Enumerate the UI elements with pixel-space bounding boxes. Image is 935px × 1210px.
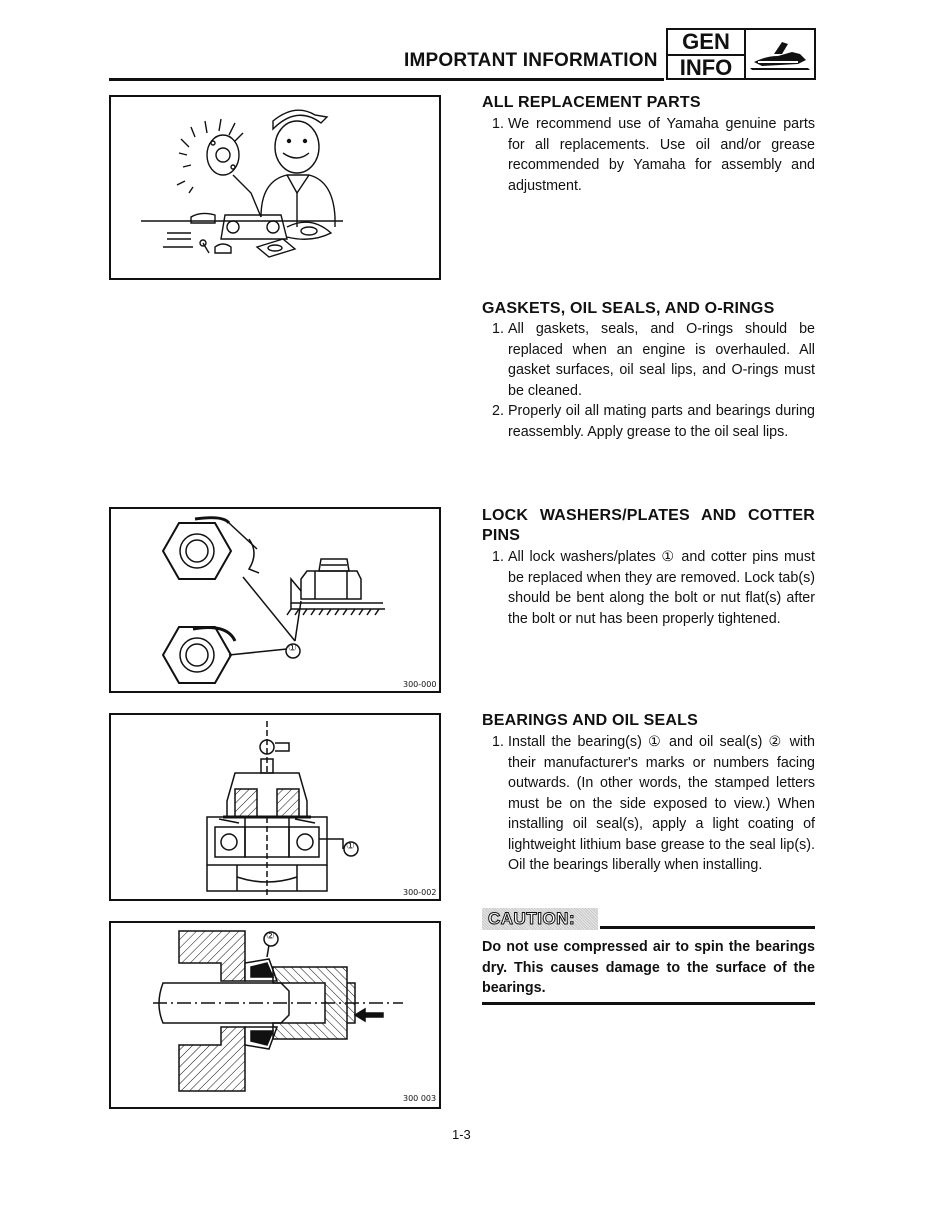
caution-rule [600, 926, 815, 929]
section-heading-gaskets: GASKETS, OIL SEALS, AND O-RINGS [482, 300, 775, 317]
list-text: Install the bearing(s) ① and oil seal(s) ② with their manufacturer's marks or numbers facing outwards. (In other words, the stamped letters must be on the side exposed to view.) When installing oil seal(s), apply a light coating of lightweight lithium base grease to the seal lip(s). Oil the bearings liberally when installing. [508, 734, 815, 873]
figure-bearing-install [109, 713, 441, 901]
callout-1: ① [288, 643, 297, 654]
list-item [482, 547, 815, 651]
list-item [482, 401, 815, 463]
figure-lock-washers [109, 507, 441, 693]
badge-text-block [668, 30, 746, 78]
figure-code: 300 003 [403, 1094, 437, 1103]
figure-oil-seal-install [109, 921, 441, 1109]
caution-text: Do not use compressed air to spin the bearings dry. This causes damage to the surface of the bearings. [482, 939, 815, 996]
list-number: 2. [492, 403, 504, 419]
section-heading-bearings: BEARINGS AND OIL SEALS [482, 712, 698, 729]
snowmobile-icon [748, 32, 812, 76]
list-text: Properly oil all mating parts and bearings during reassembly. Apply grease to the oil seal lips. [508, 403, 815, 440]
figure-mechanic [109, 95, 441, 280]
callout-1: ① [346, 841, 355, 852]
list-text: All lock washers/plates ① and cotter pins must be replaced when they are removed. Lock tab(s) should be bent along the bolt or nut flat(s) after the bolt or nut has been properly tightened. [508, 549, 815, 627]
list-number: 1. [492, 116, 504, 132]
page-title: IMPORTANT INFORMATION [404, 50, 658, 71]
badge-info-label: INFO [668, 54, 744, 80]
header-rule [109, 78, 664, 81]
page-number: 1-3 [452, 1127, 471, 1142]
callout-2: ② [266, 931, 275, 942]
list-number: 1. [492, 734, 504, 750]
list-text: We recommend use of Yamaha genuine parts for all replacements. Use oil and/or grease recommended by Yamaha for assembly and adjustment. [508, 116, 815, 194]
list-text: All gaskets, seals, and O-rings should be replaced when an engine is overhauled. All gasket surfaces, oil seal lips, and O-rings must be cleaned. [508, 321, 815, 399]
caution-end-rule [482, 1002, 815, 1005]
list-number: 1. [492, 549, 504, 565]
list-item [482, 319, 815, 401]
caution-label: CAUTION: [488, 909, 576, 928]
figure-code: 300-000 [403, 680, 437, 689]
list-item [482, 114, 815, 196]
section-heading-lock-washers: LOCK WASHERS/PLATES AND COTTER PINS [482, 507, 815, 544]
section-heading-replacement-parts: ALL REPLACEMENT PARTS [482, 94, 701, 111]
figure-code: 300-002 [403, 888, 437, 897]
list-number: 1. [492, 321, 504, 337]
list-item [482, 732, 815, 898]
badge-gen-label: GEN [682, 29, 730, 54]
